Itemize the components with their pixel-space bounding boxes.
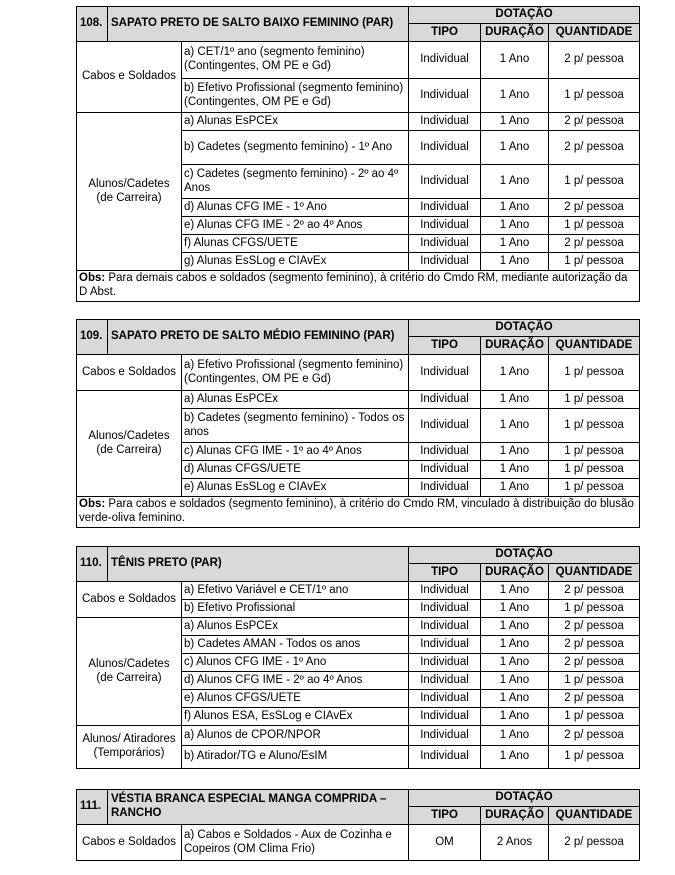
item-description: b) Cadetes (segmento feminino) - Todos os anos [182, 409, 409, 443]
duracao-cell: 1 Ano [481, 42, 549, 79]
duracao-cell: 1 Ano [481, 636, 549, 654]
quantidade-cell: 1 p/ pessoa [549, 461, 640, 479]
tipo-cell: Individual [409, 479, 481, 497]
duracao-cell: 1 Ano [481, 479, 549, 497]
quantidade-cell: 2 p/ pessoa [549, 42, 640, 79]
tipo-cell: Individual [409, 131, 481, 165]
quantidade-cell: 2 p/ pessoa [549, 199, 640, 217]
item-description: e) Alunas EsSLog e CIAvEx [182, 479, 409, 497]
table-row [77, 618, 640, 636]
item-description: b) Cadetes (segmento feminino) - 1º Ano [182, 131, 409, 165]
tipo-cell: Individual [409, 618, 481, 636]
tipo-cell: Individual [409, 746, 481, 769]
quantidade-cell: 2 p/ pessoa [549, 654, 640, 672]
duracao-cell: 1 Ano [481, 708, 549, 726]
item-number: 108. [77, 7, 108, 42]
duracao-cell: 1 Ano [481, 253, 549, 271]
duracao-cell: 1 Ano [481, 600, 549, 618]
tipo-cell: Individual [409, 690, 481, 708]
duracao-cell: 1 Ano [481, 355, 549, 391]
quantidade-cell: 2 p/ pessoa [549, 235, 640, 253]
duracao-cell: 1 Ano [481, 746, 549, 769]
tipo-cell: OM [409, 825, 481, 861]
item-description: d) Alunas CFG IME - 1º Ano [182, 199, 409, 217]
item-description: a) Alunos EsPCEx [182, 618, 409, 636]
duracao-cell: 1 Ano [481, 165, 549, 199]
obs-text: Para cabos e soldados (segmento feminino), à critério do Cmdo RM, vinculado à distribuição do blusão verde-oliva feminino. [79, 498, 634, 524]
quantidade-cell: 2 p/ pessoa [549, 131, 640, 165]
item-description: a) Efetivo Variável e CET/1º ano [182, 582, 409, 600]
duracao-cell: 1 Ano [481, 690, 549, 708]
quantidade-cell: 2 p/ pessoa [549, 690, 640, 708]
duracao-cell: 2 Anos [481, 825, 549, 861]
duracao-cell: 1 Ano [481, 654, 549, 672]
quantidade-header: QUANTIDADE [549, 564, 640, 582]
table-row [77, 113, 640, 131]
duracao-cell: 1 Ano [481, 235, 549, 253]
item-description: a) Cabos e Soldados - Aux de Cozinha e Copeiros (OM Clima Frio) [182, 825, 409, 861]
group-label: Cabos e Soldados [77, 42, 182, 113]
duracao-cell: 1 Ano [481, 726, 549, 746]
table-108 [76, 6, 640, 302]
item-number: 110. [77, 547, 108, 582]
duracao-cell: 1 Ano [481, 582, 549, 600]
tipo-cell: Individual [409, 672, 481, 690]
dotacao-header: DOTAÇÃO [409, 7, 640, 24]
item-description: b) Cadetes AMAN - Todos os anos [182, 636, 409, 654]
table-row [77, 825, 640, 861]
item-description: e) Alunas CFG IME - 2º ao 4º Anos [182, 217, 409, 235]
tipo-header: TIPO [409, 24, 481, 42]
dotacao-header: DOTAÇÃO [409, 790, 640, 807]
table-row [77, 726, 640, 746]
quantidade-cell: 1 p/ pessoa [549, 746, 640, 769]
item-description: a) Alunos de CPOR/NPOR [182, 726, 409, 746]
table-111 [76, 789, 640, 861]
quantidade-cell: 1 p/ pessoa [549, 443, 640, 461]
item-title: SAPATO PRETO DE SALTO BAIXO FEMININO (PAR) [108, 7, 409, 42]
quantidade-cell: 1 p/ pessoa [549, 217, 640, 235]
tipo-cell: Individual [409, 199, 481, 217]
tipo-cell: Individual [409, 235, 481, 253]
group-label: Alunos/Cadetes (de Carreira) [77, 391, 182, 497]
item-title: VÉSTIA BRANCA ESPECIAL MANGA COMPRIDA – RANCHO [108, 790, 409, 825]
item-title: TÊNIS PRETO (PAR) [108, 547, 409, 582]
duracao-cell: 1 Ano [481, 199, 549, 217]
dotacao-header: DOTAÇÃO [409, 320, 640, 337]
item-description: c) Alunos CFG IME - 1º Ano [182, 654, 409, 672]
tipo-cell: Individual [409, 165, 481, 199]
item-description: c) Cadetes (segmento feminino) - 2º ao 4º Anos [182, 165, 409, 199]
duracao-header: DURAÇÃO [481, 807, 549, 825]
quantidade-cell: 2 p/ pessoa [549, 618, 640, 636]
group-label: Alunos/ Atiradores (Temporários) [77, 726, 182, 769]
item-description: a) Alunas EsPCEx [182, 113, 409, 131]
quantidade-cell: 1 p/ pessoa [549, 600, 640, 618]
duracao-header: DURAÇÃO [481, 564, 549, 582]
item-description: g) Alunas EsSLog e CIAvEx [182, 253, 409, 271]
item-description: d) Alunos CFG IME - 2º ao 4º Anos [182, 672, 409, 690]
item-description: c) Alunas CFG IME - 1º ao 4º Anos [182, 443, 409, 461]
tipo-cell: Individual [409, 217, 481, 235]
item-description: a) CET/1º ano (segmento feminino) (Contingentes, OM PE e Gd) [182, 42, 409, 79]
duracao-header: DURAÇÃO [481, 24, 549, 42]
tipo-cell: Individual [409, 253, 481, 271]
group-label: Alunos/Cadetes (de Carreira) [77, 113, 182, 271]
tipo-cell: Individual [409, 391, 481, 409]
item-title: SAPATO PRETO DE SALTO MÉDIO FEMININO (PAR) [108, 320, 409, 355]
tipo-cell: Individual [409, 79, 481, 113]
tipo-cell: Individual [409, 726, 481, 746]
tipo-header: TIPO [409, 807, 481, 825]
tipo-cell: Individual [409, 113, 481, 131]
table-row [77, 42, 640, 79]
item-number: 109. [77, 320, 108, 355]
tipo-cell: Individual [409, 582, 481, 600]
item-number: 111. [77, 790, 108, 825]
tipo-cell: Individual [409, 461, 481, 479]
item-description: f) Alunas CFGS/UETE [182, 235, 409, 253]
tipo-header: TIPO [409, 337, 481, 355]
quantidade-cell: 2 p/ pessoa [549, 582, 640, 600]
duracao-cell: 1 Ano [481, 461, 549, 479]
quantidade-cell: 1 p/ pessoa [549, 672, 640, 690]
item-description: d) Alunas CFGS/UETE [182, 461, 409, 479]
quantidade-cell: 1 p/ pessoa [549, 79, 640, 113]
obs-text: Para demais cabos e soldados (segmento feminino), à critério do Cmdo RM, mediante autorização da D Abst. [79, 272, 628, 298]
group-label: Cabos e Soldados [77, 582, 182, 618]
table-row [77, 582, 640, 600]
duracao-cell: 1 Ano [481, 391, 549, 409]
quantidade-cell: 1 p/ pessoa [549, 409, 640, 443]
duracao-cell: 1 Ano [481, 672, 549, 690]
group-label: Alunos/Cadetes (de Carreira) [77, 618, 182, 726]
quantidade-cell: 1 p/ pessoa [549, 355, 640, 391]
item-description: b) Efetivo Profissional [182, 600, 409, 618]
quantidade-header: QUANTIDADE [549, 807, 640, 825]
tipo-cell: Individual [409, 708, 481, 726]
table-row [77, 391, 640, 409]
obs-label: Obs: [79, 498, 106, 510]
item-description: b) Atirador/TG e Aluno/EsIM [182, 746, 409, 769]
quantidade-cell: 1 p/ pessoa [549, 253, 640, 271]
duracao-cell: 1 Ano [481, 131, 549, 165]
item-description: a) Alunas EsPCEx [182, 391, 409, 409]
duracao-cell: 1 Ano [481, 443, 549, 461]
item-description: a) Efetivo Profissional (segmento feminino) (Contingentes, OM PE e Gd) [182, 355, 409, 391]
duracao-cell: 1 Ano [481, 79, 549, 113]
quantidade-header: QUANTIDADE [549, 24, 640, 42]
quantidade-cell: 2 p/ pessoa [549, 825, 640, 861]
obs-label: Obs: [79, 272, 106, 284]
group-label: Cabos e Soldados [77, 355, 182, 391]
duracao-cell: 1 Ano [481, 113, 549, 131]
duracao-cell: 1 Ano [481, 618, 549, 636]
duracao-header: DURAÇÃO [481, 337, 549, 355]
tipo-cell: Individual [409, 654, 481, 672]
observation [77, 271, 640, 302]
item-description: b) Efetivo Profissional (segmento feminino) (Contingentes, OM PE e Gd) [182, 79, 409, 113]
table-109 [76, 319, 640, 528]
quantidade-header: QUANTIDADE [549, 337, 640, 355]
table-row [77, 355, 640, 391]
duracao-cell: 1 Ano [481, 217, 549, 235]
quantidade-cell: 1 p/ pessoa [549, 708, 640, 726]
item-description: f) Alunos ESA, EsSLog e CIAvEx [182, 708, 409, 726]
tipo-cell: Individual [409, 355, 481, 391]
quantidade-cell: 2 p/ pessoa [549, 113, 640, 131]
item-description: e) Alunos CFGS/UETE [182, 690, 409, 708]
tipo-cell: Individual [409, 42, 481, 79]
quantidade-cell: 1 p/ pessoa [549, 479, 640, 497]
quantidade-cell: 1 p/ pessoa [549, 165, 640, 199]
dotacao-header: DOTAÇÃO [409, 547, 640, 564]
quantidade-cell: 1 p/ pessoa [549, 391, 640, 409]
group-label: Cabos e Soldados [77, 825, 182, 861]
tipo-cell: Individual [409, 600, 481, 618]
quantidade-cell: 2 p/ pessoa [549, 726, 640, 746]
tipo-header: TIPO [409, 564, 481, 582]
tipo-cell: Individual [409, 443, 481, 461]
table-110 [76, 546, 640, 769]
tipo-cell: Individual [409, 636, 481, 654]
observation [77, 497, 640, 528]
tipo-cell: Individual [409, 409, 481, 443]
duracao-cell: 1 Ano [481, 409, 549, 443]
quantidade-cell: 2 p/ pessoa [549, 636, 640, 654]
